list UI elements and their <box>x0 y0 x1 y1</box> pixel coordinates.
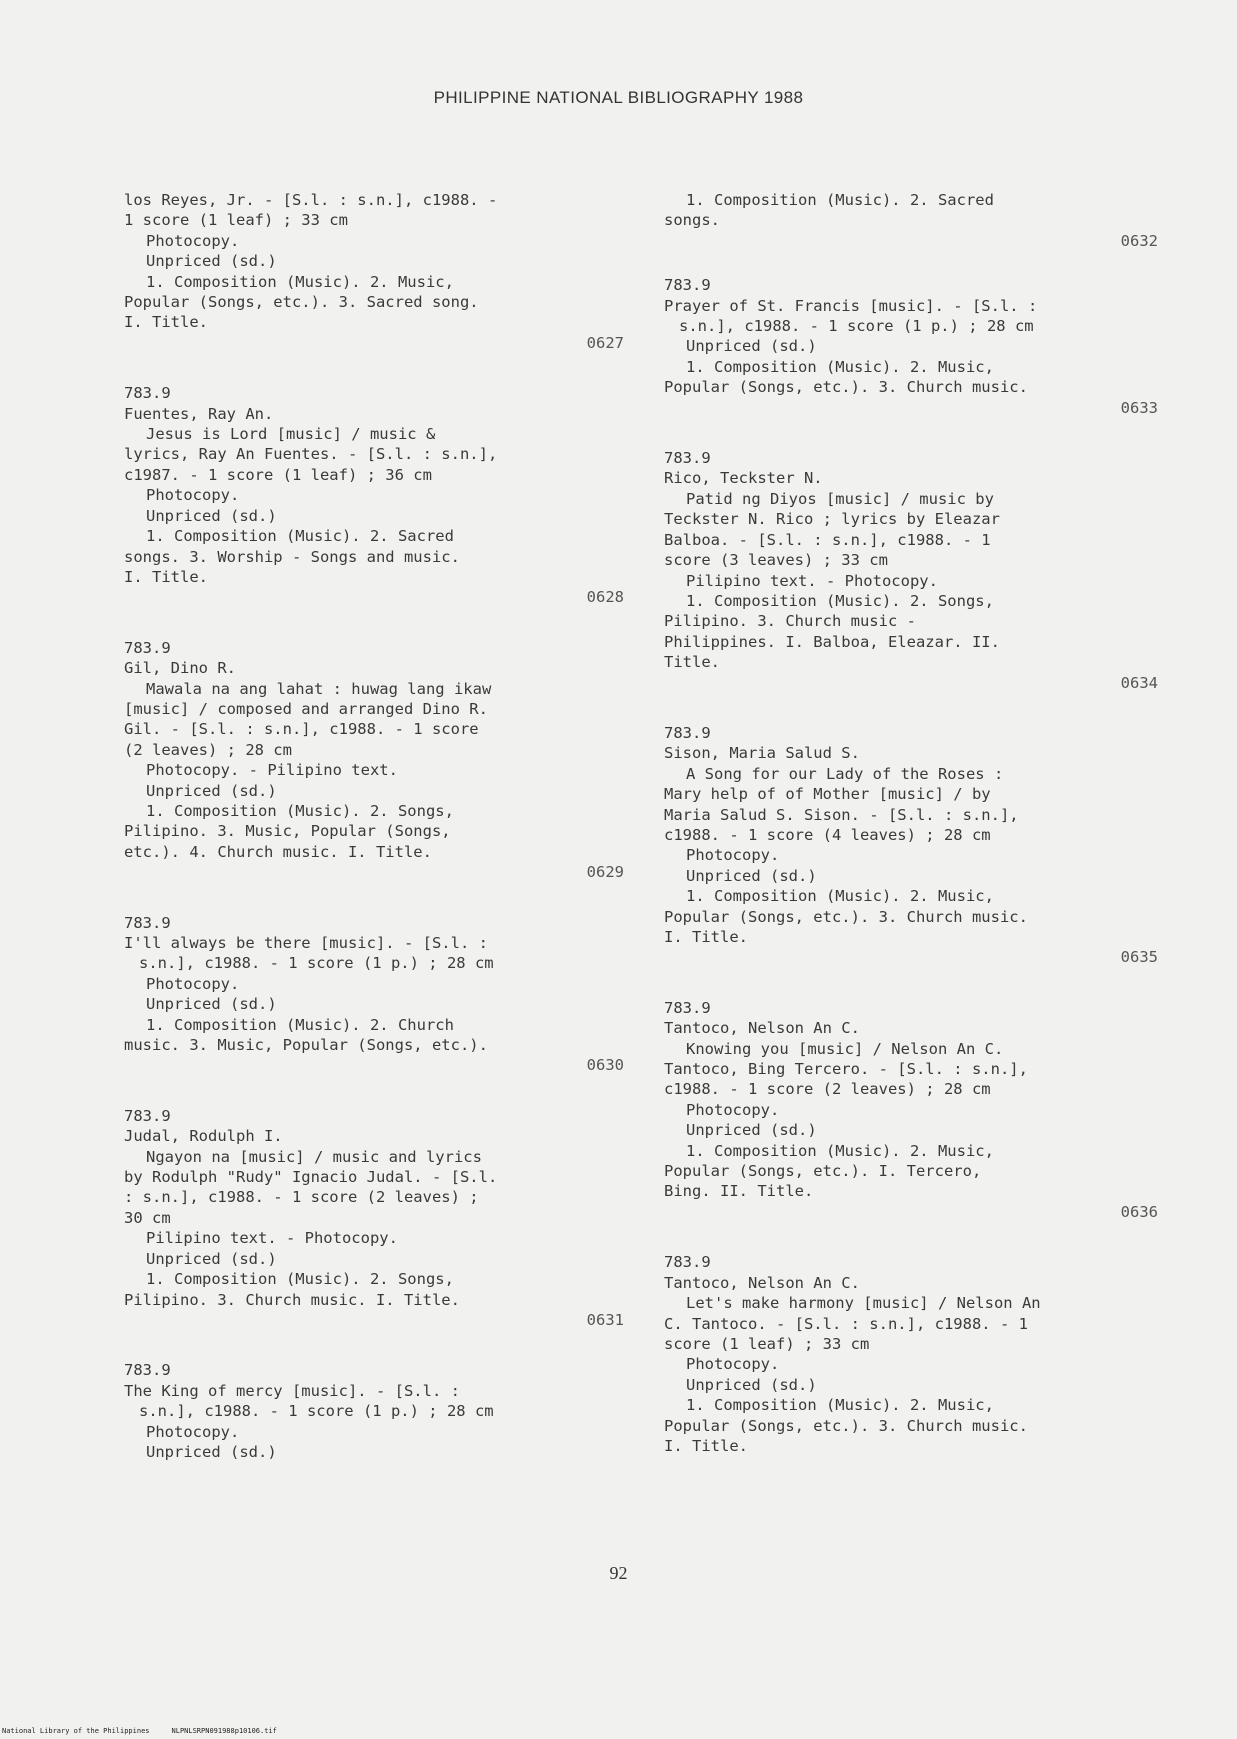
entry-title: Jesus is Lord [music] / music & <box>146 425 436 444</box>
entry-title: Mawala na ang lahat : huwag lang ikaw <box>146 679 492 698</box>
entry-text: c1988. - 1 score (4 leaves) ; 28 cm <box>664 825 991 844</box>
scan-footer <box>2 1727 299 1735</box>
entry-0631 <box>124 1106 624 1330</box>
entry-text: score (3 leaves) ; 33 cm <box>664 551 888 570</box>
class-number: 783.9 <box>664 723 711 742</box>
entry-0634 <box>664 448 1158 693</box>
entry-subjects: 1. Composition (Music). 2. Music, <box>146 272 454 291</box>
entry-text: Maria Salud S. Sison. - [S.l. : s.n.], <box>664 805 1019 824</box>
class-number: 783.9 <box>664 1253 711 1272</box>
entry-price: Unpriced (sd.) <box>146 1249 277 1268</box>
entry-text: Balboa. - [S.l. : s.n.], c1988. - 1 <box>664 530 991 549</box>
entry-subjects: 1. Composition (Music). 2. Songs, <box>146 801 454 820</box>
class-number: 783.9 <box>124 1106 171 1125</box>
entry-text: c1987. - 1 score (1 leaf) ; 36 cm <box>124 465 432 484</box>
entry-subjects: Title. <box>664 653 720 672</box>
entry-subjects: Bing. II. Title. <box>664 1182 814 1201</box>
entry-title: I'll always be there [music]. - [S.l. : <box>124 934 488 952</box>
entry-author: Rico, Teckster N. <box>664 469 823 488</box>
entry-number: 0628 <box>586 588 624 607</box>
footer-filename: NLPNLSRPN091988p10106.tif <box>171 1727 277 1735</box>
entry-text: s.n.], c1988. - 1 score (1 p.) ; 28 cm <box>679 317 1034 336</box>
entry-0628 <box>124 383 624 607</box>
entry-title: Patid ng Diyos [music] / music by <box>686 489 994 508</box>
entry-number: 0632 <box>1120 231 1158 250</box>
entry-number: 0633 <box>1120 398 1158 417</box>
entry-price: Unpriced (sd.) <box>686 1121 817 1140</box>
entry-lets-make-harmony <box>664 1252 1158 1456</box>
entry-subjects: 1. Composition (Music). 2. Music, <box>686 887 994 906</box>
entry-king-of-mercy <box>124 1360 624 1462</box>
entry-subjects: songs. 3. Worship - Songs and music. <box>124 547 460 566</box>
entry-title: Ngayon na [music] / music and lyrics <box>146 1147 482 1166</box>
entry-number: 0630 <box>586 1056 624 1075</box>
entry-price: Unpriced (sd.) <box>686 337 817 356</box>
entry-text: score (1 leaf) ; 33 cm <box>664 1334 870 1353</box>
entry-text: Gil. - [S.l. : s.n.], c1988. - 1 score <box>124 720 479 739</box>
right-column <box>664 190 1158 1486</box>
entry-author: Judal, Rodulph I. <box>124 1127 283 1146</box>
entry-subjects: 1. Composition (Music). 2. Church <box>146 1015 454 1034</box>
entry-subjects: 1. Composition (Music). 2. Sacred <box>146 527 454 546</box>
entry-subjects: 1. Composition (Music). 2. Sacred <box>686 191 994 209</box>
entry-text: c1988. - 1 score (2 leaves) ; 28 cm <box>664 1080 991 1099</box>
entry-text: Mary help of of Mother [music] / by <box>664 785 991 804</box>
entry-price: Unpriced (sd.) <box>146 781 277 800</box>
entry-number: 0631 <box>586 1310 624 1329</box>
entry-text: : s.n.], c1988. - 1 score (2 leaves) ; <box>124 1188 479 1207</box>
entry-title: The King of mercy [music]. - [S.l. : <box>124 1381 460 1400</box>
entry-note: Pilipino text. - Photocopy. <box>686 571 938 590</box>
entry-0632 <box>664 190 1158 251</box>
class-number: 783.9 <box>664 449 711 468</box>
entry-subjects: I. Title. <box>124 567 208 586</box>
entry-number: 0629 <box>586 863 624 882</box>
entry-price: Unpriced (sd.) <box>146 1442 277 1461</box>
running-head: PHILIPPINE NATIONAL BIBLIOGRAPHY 1988 <box>433 88 804 107</box>
entry-subjects: Popular (Songs, etc.). 3. Church music. <box>664 907 1028 926</box>
left-column <box>124 190 624 1492</box>
footer-library: National Library of the Philippines <box>2 1727 150 1735</box>
entry-note: Photocopy. <box>146 974 240 993</box>
entry-subjects: etc.). 4. Church music. I. Title. <box>124 842 432 861</box>
entry-note: Photocopy. <box>686 1100 780 1119</box>
entry-0636 <box>664 998 1158 1222</box>
entry-note: Photocopy. <box>686 1355 780 1374</box>
entry-subjects: 1. Composition (Music). 2. Music, <box>686 1141 994 1160</box>
entry-0633 <box>664 275 1158 418</box>
class-number: 783.9 <box>124 384 171 403</box>
entry-subjects: Pilipino. 3. Music, Popular (Songs, <box>124 822 451 841</box>
entry-subjects: Popular (Songs, etc.). I. Tercero, <box>664 1162 982 1181</box>
class-number: 783.9 <box>664 276 711 295</box>
entry-subjects: 1. Composition (Music). 2. Music, <box>686 357 994 376</box>
entry-text: 1 score (1 leaf) ; 33 cm <box>124 211 348 230</box>
entry-title: Let's make harmony [music] / Nelson An <box>686 1294 1041 1313</box>
entry-subjects: I. Title. <box>124 313 208 332</box>
entry-subjects: Popular (Songs, etc.). 3. Church music. <box>664 378 1028 397</box>
entry-price: Unpriced (sd.) <box>146 995 277 1014</box>
entry-text: Tantoco, Bing Tercero. - [S.l. : s.n.], <box>664 1060 1028 1079</box>
class-number: 783.9 <box>124 638 171 657</box>
entry-price: Unpriced (sd.) <box>146 252 277 271</box>
entry-note: Photocopy. <box>146 486 240 505</box>
entry-number: 0635 <box>1120 948 1158 967</box>
entry-subjects: Pilipino. 3. Church music - <box>664 612 916 631</box>
entry-text: [music] / composed and arranged Dino R. <box>124 699 488 718</box>
entry-author: Gil, Dino R. <box>124 659 236 678</box>
entry-text: by Rodulph "Rudy" Ignacio Judal. - [S.l. <box>124 1168 498 1187</box>
entry-author: Fuentes, Ray An. <box>124 404 274 423</box>
entry-subjects: 1. Composition (Music). 2. Songs, <box>146 1270 454 1289</box>
class-number: 783.9 <box>124 913 171 932</box>
entry-text: lyrics, Ray An Fuentes. - [S.l. : s.n.], <box>124 445 498 464</box>
entry-subjects: Popular (Songs, etc.). 3. Sacred song. <box>124 293 479 312</box>
entry-text: C. Tantoco. - [S.l. : s.n.], c1988. - 1 <box>664 1314 1028 1333</box>
class-number: 783.9 <box>124 1361 171 1380</box>
entry-title: Prayer of St. Francis [music]. - [S.l. : <box>664 296 1038 315</box>
entry-text: Teckster N. Rico ; lyrics by Eleazar <box>664 510 1000 529</box>
entry-text: (2 leaves) ; 28 cm <box>124 740 292 759</box>
entry-title: Knowing you [music] / Nelson An C. <box>686 1039 1004 1058</box>
entry-subjects: songs. <box>664 211 720 230</box>
entry-subjects: Philippines. I. Balboa, Eleazar. II. <box>664 632 1000 651</box>
entry-note: Pilipino text. - Photocopy. <box>146 1229 398 1248</box>
entry-text: los Reyes, Jr. - [S.l. : s.n.], c1988. - <box>124 191 498 209</box>
entry-subjects: I. Title. <box>664 1436 748 1455</box>
entry-author: Sison, Maria Salud S. <box>664 744 860 763</box>
entry-0629 <box>124 638 624 883</box>
entry-text: 30 cm <box>124 1208 171 1227</box>
entry-note: Photocopy. - Pilipino text. <box>146 761 398 780</box>
entry-subjects: Popular (Songs, etc.). 3. Church music. <box>664 1416 1028 1435</box>
entry-author: Tantoco, Nelson An C. <box>664 1273 860 1292</box>
class-number: 783.9 <box>664 998 711 1017</box>
entry-price: Unpriced (sd.) <box>686 866 817 885</box>
entry-text: s.n.], c1988. - 1 score (1 p.) ; 28 cm <box>139 1402 494 1421</box>
entry-author: Tantoco, Nelson An C. <box>664 1019 860 1038</box>
entry-title: A Song for our Lady of the Roses : <box>686 764 1004 783</box>
entry-subjects: 1. Composition (Music). 2. Music, <box>686 1396 994 1415</box>
entry-note: Photocopy. <box>686 846 780 865</box>
entry-number: 0627 <box>586 333 624 352</box>
entry-0627 <box>124 190 624 353</box>
entry-price: Unpriced (sd.) <box>686 1375 817 1394</box>
entry-number: 0636 <box>1120 1202 1158 1221</box>
entry-note: Photocopy. <box>146 1422 240 1441</box>
entry-note: Photocopy. <box>146 231 240 250</box>
entry-subjects: 1. Composition (Music). 2. Songs, <box>686 591 994 610</box>
entry-number: 0634 <box>1120 673 1158 692</box>
entry-subjects: music. 3. Music, Popular (Songs, etc.). <box>124 1036 488 1055</box>
entry-0630 <box>124 913 624 1076</box>
entry-subjects: I. Title. <box>664 928 748 946</box>
entry-0635 <box>664 723 1158 968</box>
page-number: 92 <box>609 1563 628 1583</box>
entry-price: Unpriced (sd.) <box>146 506 277 525</box>
entry-subjects: Pilipino. 3. Church music. I. Title. <box>124 1290 460 1309</box>
entry-text: s.n.], c1988. - 1 score (1 p.) ; 28 cm <box>139 954 494 973</box>
